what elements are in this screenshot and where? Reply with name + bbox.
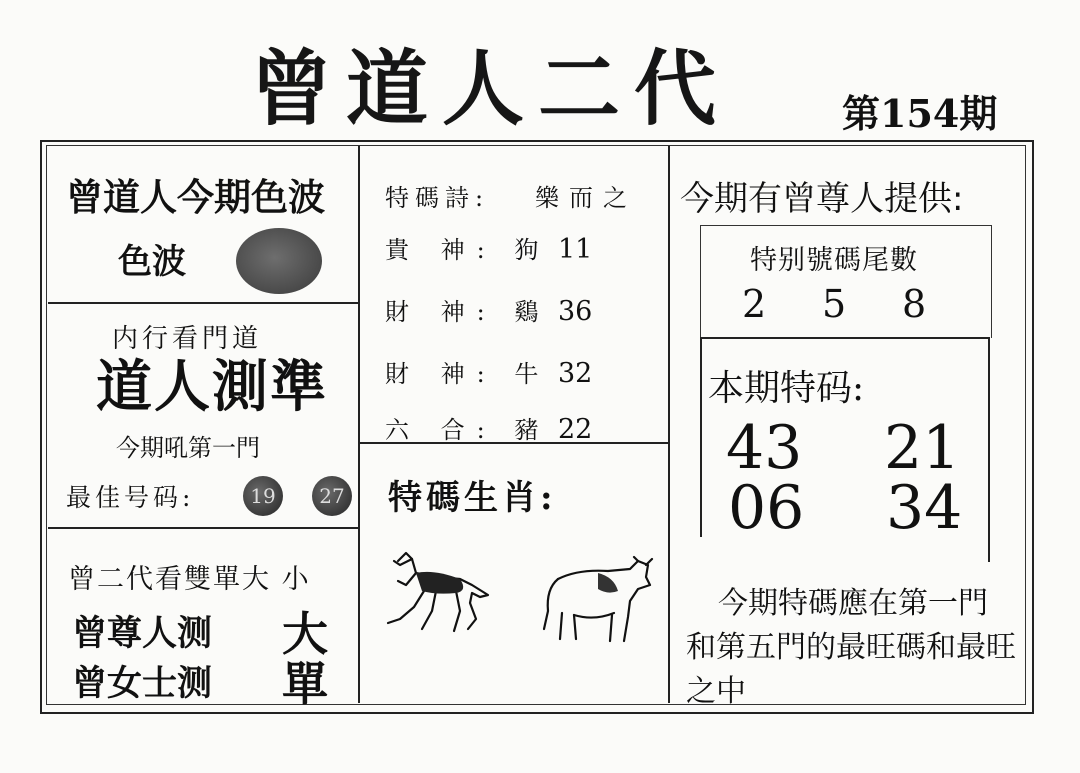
god-number: 32 — [558, 358, 593, 389]
tail-box-bottom — [700, 337, 990, 339]
tail-title: 特别號碼尾數 — [750, 245, 918, 276]
god-row-2 — [385, 292, 592, 327]
ox-icon — [538, 555, 654, 645]
insider-sub-text: 今期吼第一門 — [116, 434, 260, 462]
god-animal: 鷄 — [514, 298, 539, 326]
best-number-ball-1: 19 — [243, 476, 283, 516]
prediction-who-1: 曾尊人测 — [72, 614, 213, 654]
oddeven-title: 曾二代看雙單大 小 — [68, 564, 311, 595]
god-row-1 — [385, 230, 592, 265]
special-number-4: 34 — [886, 473, 963, 543]
special-box-right — [988, 337, 990, 562]
wave-color-dot — [236, 228, 322, 294]
tail-digit-1: 2 — [742, 282, 767, 326]
insider-small-text: 内行看門道 — [112, 324, 263, 354]
poem-label: 特碼詩: — [385, 184, 490, 212]
horse-icon — [376, 545, 494, 637]
god-animal: 狗 — [514, 236, 539, 264]
left-divider-1 — [48, 302, 358, 304]
special-title: 本期特码: — [708, 368, 865, 409]
prediction-who-2: 曾女士测 — [72, 664, 213, 704]
zodiac-label: 特碼生肖: — [388, 478, 557, 518]
issue-number: 第154期 — [842, 91, 998, 136]
special-box-left — [700, 337, 702, 537]
insider-big-text: 道人測準 — [96, 355, 328, 420]
god-row-3 — [385, 354, 592, 389]
god-number: 22 — [558, 414, 593, 445]
god-label: 六 合: — [385, 416, 497, 444]
left-divider-2 — [48, 527, 358, 529]
analysis-note: 今期特碼應在第一門和第五門的最旺碼和最旺之中 — [686, 586, 1016, 709]
best-number-ball-2: 27 — [312, 476, 352, 516]
god-row-4 — [385, 410, 592, 445]
wave-label: 色波 — [118, 242, 186, 282]
god-label: 財 神: — [385, 298, 497, 326]
prediction-result-2: 單 — [282, 657, 328, 711]
best-number-label: 最佳号码: — [66, 483, 195, 512]
divider-right — [668, 146, 670, 703]
god-animal: 牛 — [514, 360, 539, 388]
god-number: 11 — [558, 234, 593, 265]
tail-digit-2: 5 — [822, 282, 847, 326]
special-number-3: 06 — [728, 473, 805, 543]
page-title: 曾道人二代 — [250, 42, 731, 137]
divider-left — [358, 146, 360, 703]
wave-title: 曾道人今期色波 — [66, 176, 325, 219]
special-number-2: 21 — [884, 413, 961, 483]
provider-title: 今期有曾尊人提供: — [680, 179, 964, 219]
god-animal: 豬 — [514, 416, 539, 444]
prediction-result-1: 大 — [282, 607, 328, 661]
poem-value: 樂而之 — [535, 184, 637, 212]
god-label: 財 神: — [385, 360, 497, 388]
god-number: 36 — [558, 296, 593, 327]
god-label: 貴 神: — [385, 236, 497, 264]
special-number-1: 43 — [726, 413, 803, 483]
tail-digit-3: 8 — [902, 282, 927, 326]
